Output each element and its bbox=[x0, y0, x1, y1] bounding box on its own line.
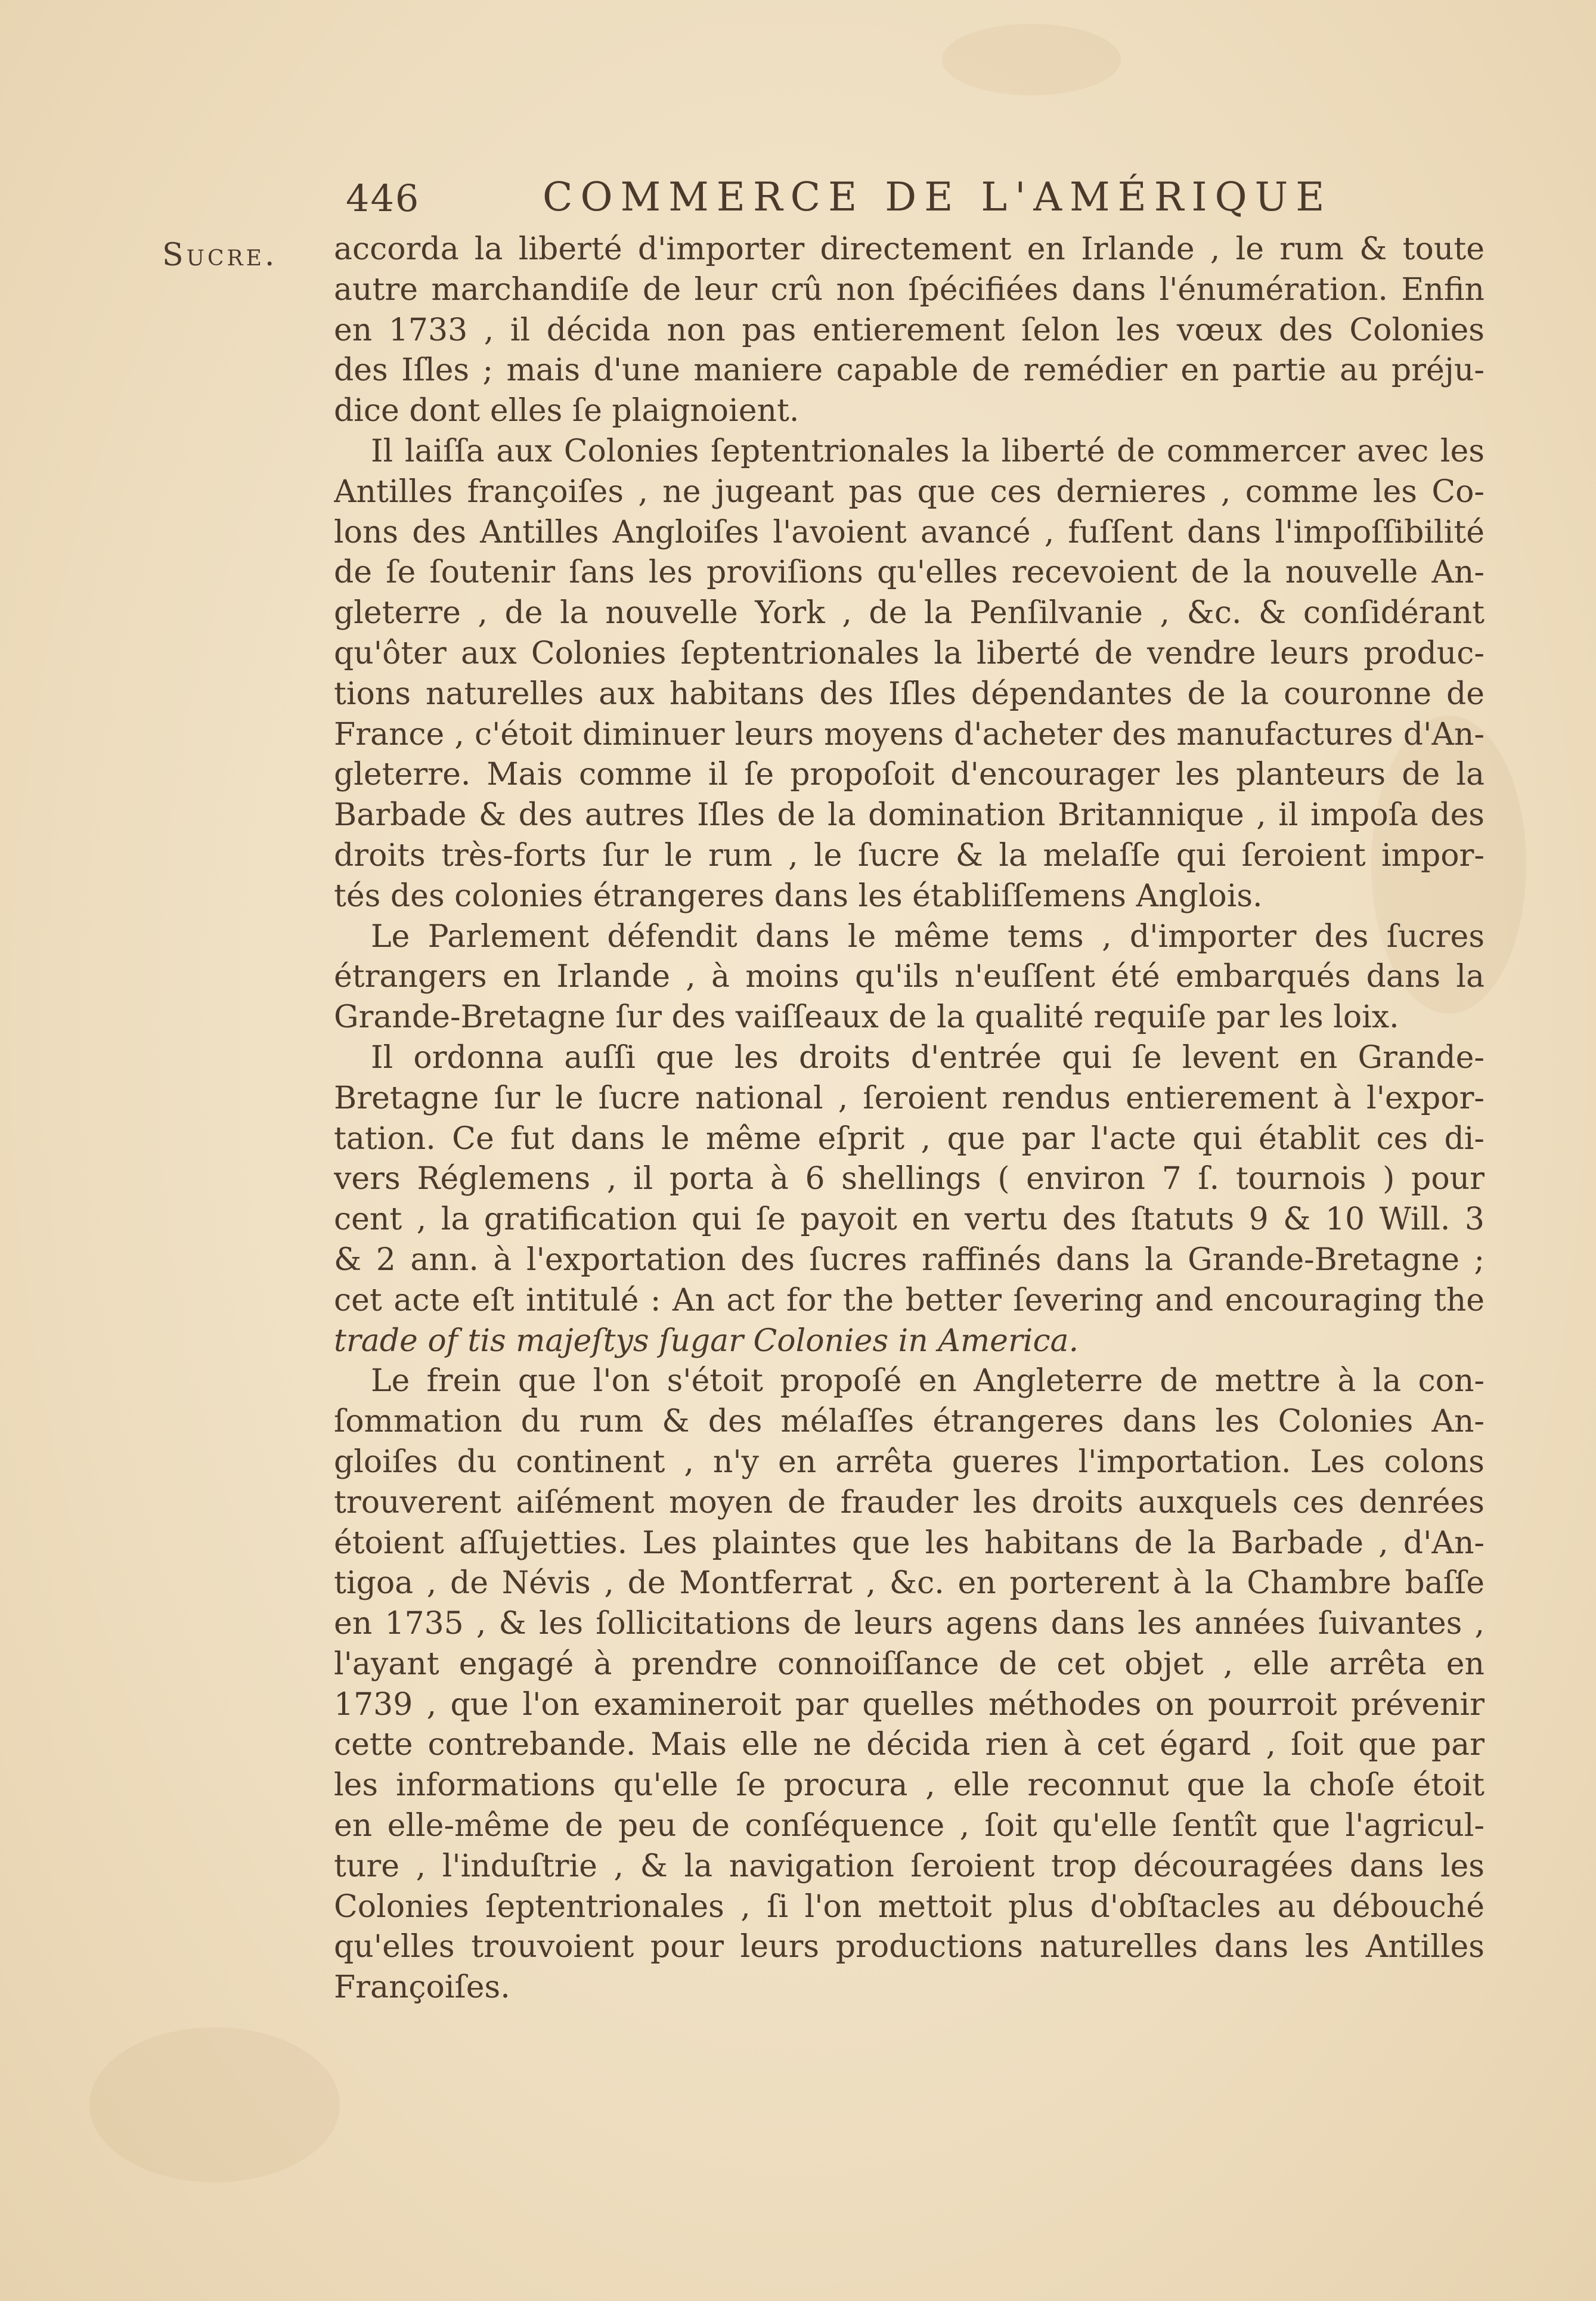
text-line: de ſe ſoutenir ſans les proviſions qu'elles recevoient de la nouvelle An- bbox=[334, 555, 1485, 591]
text-line: France , c'étoit diminuer leurs moyens d'acheter des manufactures d'An- bbox=[334, 716, 1485, 752]
page-header bbox=[346, 174, 1359, 228]
page-number: 446 bbox=[346, 176, 420, 220]
text-line: gleterre , de la nouvelle York , de la Penſilvanie , &c. & conſidérant bbox=[334, 595, 1485, 631]
text-line: trade of tis majeſtys ſugar Colonies in America. bbox=[334, 1323, 1079, 1359]
text-line: étoient aſſujetties. Les plaintes que les habitans de la Barbade , d'An- bbox=[334, 1525, 1485, 1561]
text-line: trouverent aiſément moyen de frauder les droits auxquels ces denrées bbox=[334, 1484, 1485, 1520]
text-line: tions naturelles aux habitans des Iſles dépendantes de la couronne de bbox=[334, 676, 1485, 712]
text-line: Bretagne ſur le ſucre national , ſeroient rendus entierement à l'expor- bbox=[334, 1080, 1485, 1116]
text-line: Antilles françoiſes , ne jugeant pas que ces dernieres , comme les Co- bbox=[334, 473, 1485, 510]
text-line: cet acte eſt intitulé : An act for the better ſevering and encouraging the bbox=[334, 1282, 1485, 1318]
text-line: Il laiſſa aux Colonies ſeptentrionales la liberté de commercer avec les bbox=[371, 433, 1485, 469]
body-text bbox=[334, 230, 1485, 2008]
text-line: tigoa , de Névis , de Montferrat , &c. en porterent à la Chambre baſſe bbox=[334, 1565, 1485, 1602]
running-title: COMMERCE DE L'AMÉRIQUE bbox=[543, 174, 1332, 220]
text-line: gloiſes du continent , n'y en arrêta gueres l'importation. Les colons bbox=[334, 1444, 1485, 1480]
text-line: gleterre. Mais comme il ſe propoſoit d'encourager les planteurs de la bbox=[334, 757, 1485, 793]
text-line: & 2 ann. à l'exportation des ſucres raffinés dans la Grande-Bretagne ; bbox=[334, 1241, 1485, 1278]
text-line: qu'elles trouvoient pour leurs productions naturelles dans les Antilles bbox=[334, 1929, 1485, 1965]
text-line: tés des colonies étrangeres dans les établiſſemens Anglois. bbox=[334, 878, 1263, 914]
text-line: l'ayant engagé à prendre connoiſſance de cet objet , elle arrêta en bbox=[334, 1646, 1485, 1682]
paper-stain bbox=[942, 24, 1121, 95]
text-line: Il ordonna auſſi que les droits d'entrée qui ſe levent en Grande- bbox=[371, 1039, 1485, 1076]
text-line: cette contrebande. Mais elle ne décida rien à cet égard , ſoit que par bbox=[334, 1727, 1485, 1763]
text-line: en 1735 , & les ſollicitations de leurs agens dans les années ſuivantes , bbox=[334, 1606, 1485, 1642]
text-line: ſommation du rum & des mélaſſes étrangeres dans les Colonies An- bbox=[334, 1404, 1485, 1440]
text-line: dice dont elles ſe plaignoient. bbox=[334, 393, 799, 429]
text-line: lons des Antilles Angloiſes l'avoient avancé , fuſſent dans l'impoſſibilité bbox=[334, 514, 1485, 550]
text-line: droits très-forts ſur le rum , le ſucre & la melaſſe qui ſeroient impor- bbox=[334, 837, 1485, 874]
text-line: Le frein que l'on s'étoit propoſé en Angleterre de mettre à la con- bbox=[371, 1363, 1485, 1399]
text-line: vers Réglemens , il porta à 6 shellings ( environ 7 ſ. tournois ) pour bbox=[334, 1161, 1485, 1197]
text-line: Grande-Bretagne ſur des vaiſſeaux de la qualité requiſe par les loix. bbox=[334, 999, 1399, 1036]
text-line: Colonies ſeptentrionales , ſi l'on mettoit plus d'obſtacles au débouché bbox=[334, 1888, 1485, 1925]
text-line: en elle-même de peu de conſéquence , ſoit qu'elle ſentît que l'agricul- bbox=[334, 1808, 1485, 1844]
text-line: en 1733 , il décida non pas entierement ſelon les vœux des Colonies bbox=[334, 312, 1485, 348]
margin-note: Sucre. bbox=[162, 237, 278, 273]
text-line: tation. Ce fut dans le même eſprit , que par l'acte qui établit ces di- bbox=[334, 1120, 1485, 1157]
text-line: les informations qu'elle ſe procura , elle reconnut que la choſe étoit bbox=[334, 1767, 1485, 1804]
text-line: ture , l'induſtrie , & la navigation ſeroient trop découragées dans les bbox=[334, 1848, 1485, 1884]
text-line: étrangers en Irlande , à moins qu'ils n'euſſent été embarqués dans la bbox=[334, 959, 1485, 995]
text-line: des Iſles ; mais d'une maniere capable de remédier en partie au préju- bbox=[334, 352, 1485, 389]
text-line: Le Parlement défendit dans le même tems , d'importer des ſucres bbox=[371, 918, 1485, 955]
text-line: 1739 , que l'on examineroit par quelles méthodes on pourroit prévenir bbox=[334, 1686, 1485, 1723]
text-line: Françoiſes. bbox=[334, 1969, 510, 2006]
paper-stain bbox=[89, 2027, 340, 2182]
text-line: qu'ôter aux Colonies ſeptentrionales la liberté de vendre leurs produc- bbox=[334, 635, 1485, 671]
text-line: cent , la gratification qui ſe payoit en vertu des ſtatuts 9 & 10 Will. 3 bbox=[334, 1201, 1485, 1238]
text-line: Barbade & des autres Iſles de la domination Britannique , il impoſa des bbox=[334, 797, 1485, 834]
text-line: autre marchandiſe de leur crû non ſpécifiées dans l'énumération. Enfin bbox=[334, 271, 1485, 308]
text-line: accorda la liberté d'importer directement en Irlande , le rum & toute bbox=[334, 231, 1485, 267]
